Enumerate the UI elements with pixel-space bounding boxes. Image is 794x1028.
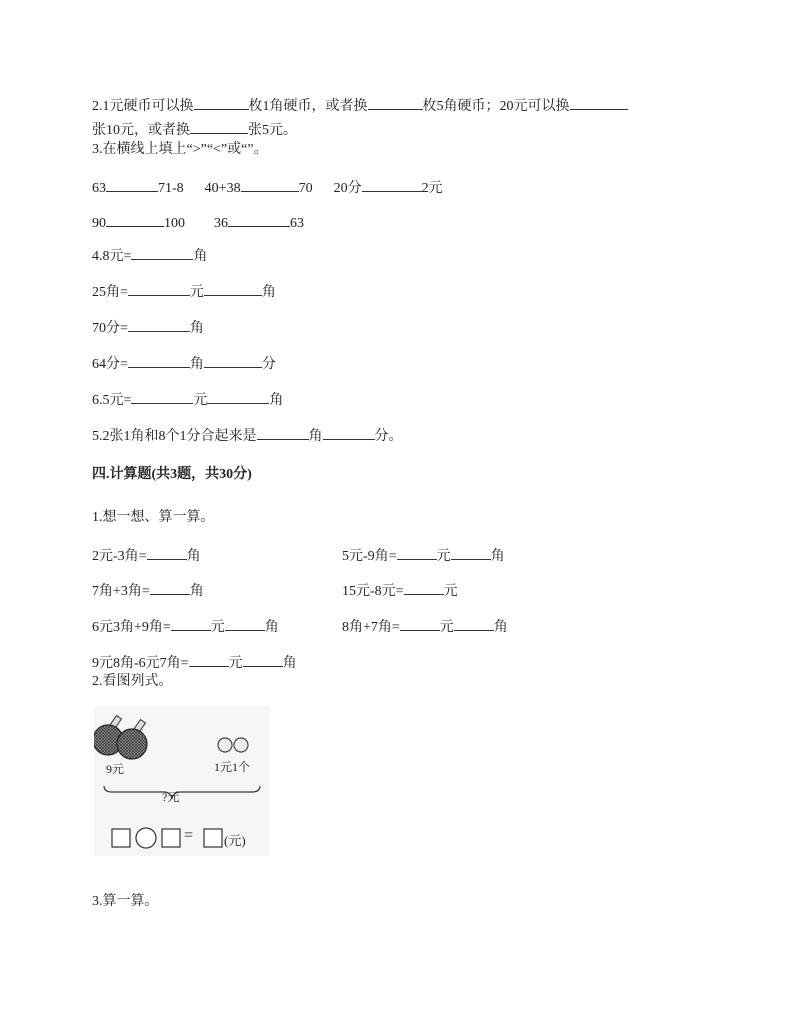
question-2-line-1 <box>92 95 628 116</box>
unit-text: 4.8元= <box>92 249 132 264</box>
expr-text: 2元-3角= <box>92 549 147 564</box>
unit-text: 25角= <box>92 285 128 300</box>
answer-box[interactable] <box>204 829 222 847</box>
left-price-label: 9元 <box>106 762 125 776</box>
answer-box[interactable] <box>162 829 180 847</box>
expr-text: 7角+3角= <box>92 584 150 599</box>
compare-right: 63 <box>290 216 304 231</box>
expr-text: 8角+7角= <box>342 620 400 635</box>
calc-row <box>92 580 204 601</box>
answer-blank[interactable] <box>131 245 193 260</box>
unit-text: 角 <box>189 321 204 336</box>
q2-text-5: 张5元。 <box>248 123 297 138</box>
answer-blank[interactable] <box>204 353 262 368</box>
answer-blank[interactable] <box>454 616 494 631</box>
q2-text-3: 枚5角硬币；20元可以换 <box>422 99 570 114</box>
unit-text: 元 <box>443 584 458 599</box>
question-4-line-2 <box>92 281 276 302</box>
question-4-line-4 <box>92 353 276 374</box>
expr-text: 9元8角-6元7角= <box>92 656 189 671</box>
compare-right: 2元 <box>421 181 443 196</box>
answer-blank[interactable] <box>131 389 193 404</box>
answer-blank[interactable] <box>368 95 423 110</box>
section-title: 四.计算题(共3题，共30分) <box>92 467 252 482</box>
unit-text: 元 <box>189 285 204 300</box>
q2-text-2: 枚1角硬币，或者换 <box>248 99 368 114</box>
question-2-line-2 <box>92 119 297 140</box>
answer-blank[interactable] <box>323 425 375 440</box>
answer-blank[interactable] <box>128 317 190 332</box>
calc-row <box>342 616 508 636</box>
unit-text: 角 <box>189 357 204 372</box>
question-3-row-2 <box>92 212 304 233</box>
compare-blank[interactable] <box>241 177 299 192</box>
paddle-icon <box>117 720 147 759</box>
compare-blank[interactable] <box>362 177 422 192</box>
answer-blank[interactable] <box>147 545 187 560</box>
compare-blank[interactable] <box>106 212 164 227</box>
unit-text: 分 <box>261 357 276 372</box>
answer-blank[interactable] <box>400 616 440 631</box>
answer-blank[interactable] <box>171 616 211 631</box>
answer-blank[interactable] <box>207 389 269 404</box>
expr-text: 5元-9角= <box>342 549 397 564</box>
question-4-line-1 <box>92 245 207 266</box>
unit-text: 元 <box>193 393 208 408</box>
unit-text: 角 <box>269 393 284 408</box>
ball-icon <box>234 738 248 752</box>
unit-text: 分。 <box>374 429 403 444</box>
q2-text-1: 2.1元硬币可以换 <box>92 99 194 114</box>
unit-text: 元 <box>210 620 225 635</box>
calc-row <box>92 545 201 566</box>
question-3-row-1 <box>92 177 443 198</box>
answer-blank[interactable] <box>194 95 249 110</box>
calc-1-title: 1.想一想、算一算。 <box>92 510 215 525</box>
unit-text: 角 <box>186 549 201 564</box>
compare-left: 90 <box>92 216 106 231</box>
question-4-line-3 <box>92 317 204 338</box>
unit-text: 6.5元= <box>92 393 132 408</box>
right-price-label: 1元1个 <box>214 760 251 774</box>
expr-text: 15元-8元= <box>342 584 404 599</box>
compare-right: 70 <box>298 181 313 196</box>
picture-problem-figure <box>94 706 270 856</box>
unit-text: 角 <box>189 584 204 599</box>
ball-icon <box>218 738 232 752</box>
unit-label: (元) <box>224 833 246 848</box>
compare-left: 20分 <box>333 181 362 196</box>
q2-text-4: 张10元，或者换 <box>92 123 190 138</box>
compare-left: 40+38 <box>204 181 241 196</box>
unit-text: 元 <box>439 620 454 635</box>
unit-text: 角 <box>261 285 276 300</box>
answer-blank[interactable] <box>451 545 491 560</box>
unit-text: 角 <box>264 620 279 635</box>
calc-2-title: 2.看图列式。 <box>92 674 173 689</box>
compare-blank[interactable] <box>228 212 290 227</box>
answer-box[interactable] <box>112 829 130 847</box>
compare-left: 36 <box>214 216 228 231</box>
total-label: ?元 <box>162 790 180 804</box>
q5-text: 5.2张1角和8个1分合起来是 <box>92 429 257 444</box>
calc-row <box>342 545 505 565</box>
equals-sign: = <box>184 827 194 844</box>
answer-blank[interactable] <box>128 281 190 296</box>
unit-text: 64分= <box>92 357 128 372</box>
compare-right: 71-8 <box>158 181 184 196</box>
answer-blank[interactable] <box>225 616 265 631</box>
question-3-title: 3.在横线上填上“>”“<”或“”。 <box>92 142 268 157</box>
unit-text: 角 <box>493 620 508 635</box>
brace-line <box>104 786 260 798</box>
compare-left: 63 <box>92 181 106 196</box>
calc-row <box>92 616 279 637</box>
operator-circle[interactable] <box>136 828 156 848</box>
unit-text: 角 <box>193 249 208 264</box>
calc-3-title: 3.算一算。 <box>92 894 159 909</box>
answer-blank[interactable] <box>128 353 190 368</box>
compare-blank[interactable] <box>106 177 158 192</box>
answer-blank[interactable] <box>397 545 437 560</box>
answer-blank[interactable] <box>257 425 309 440</box>
unit-text: 70分= <box>92 321 128 336</box>
answer-blank[interactable] <box>204 281 262 296</box>
unit-text: 角 <box>490 549 505 564</box>
unit-text: 角 <box>282 656 297 671</box>
question-5 <box>92 425 403 446</box>
calc-row <box>92 652 297 673</box>
answer-blank[interactable] <box>243 652 283 667</box>
answer-blank[interactable] <box>570 95 628 110</box>
unit-text: 元 <box>228 656 243 671</box>
answer-blank[interactable] <box>189 652 229 667</box>
answer-blank[interactable] <box>190 119 248 134</box>
answer-blank[interactable] <box>150 580 190 595</box>
compare-right: 100 <box>164 216 185 231</box>
question-4-line-5 <box>92 389 283 410</box>
unit-text: 角 <box>308 429 323 444</box>
calc-row <box>342 580 458 600</box>
unit-text: 元 <box>436 549 451 564</box>
expr-text: 6元3角+9角= <box>92 620 171 635</box>
answer-blank[interactable] <box>404 580 444 595</box>
